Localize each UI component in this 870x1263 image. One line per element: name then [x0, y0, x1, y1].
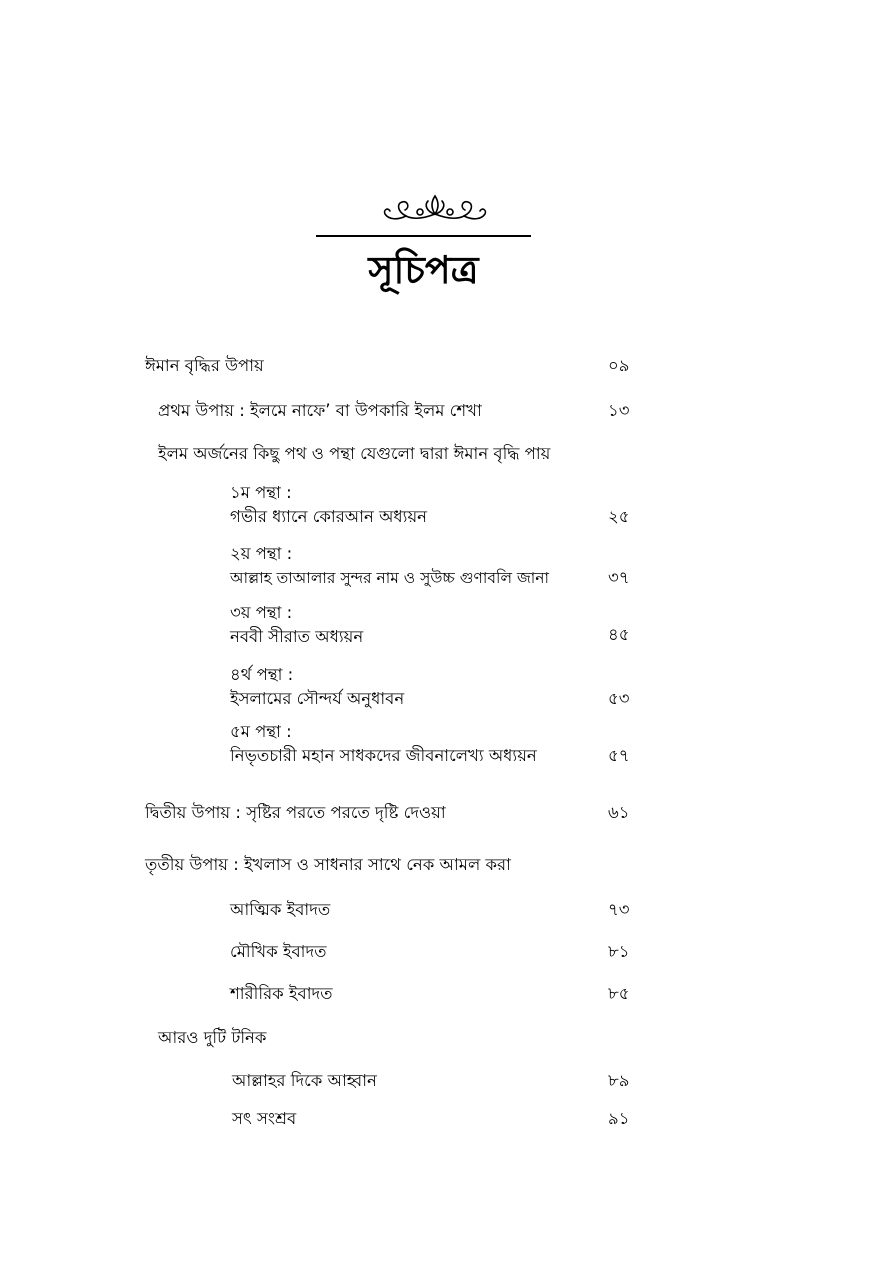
toc-entry-text: ইলম অর্জনের কিছু পথ ও পন্থা যেগুলো দ্বারা ঈমান বৃদ্ধি পায় — [158, 444, 551, 463]
toc-entry-text: আত্মিক ইবাদত — [230, 900, 331, 919]
toc-entry-text: আরও দুটি টনিক — [158, 1028, 267, 1047]
toc-entry-text: ইসলামের সৌন্দর্য অনুধাবন — [230, 689, 405, 708]
toc-page-number: ৬১ — [608, 803, 630, 822]
toc-entry-label: ৪র্থ পন্থা : — [230, 665, 294, 684]
toc-entry-label: ১ম পন্থা : — [230, 483, 292, 502]
toc-entry-text: আল্লাহ তাআলার সুন্দর নাম ও সুউচ্চ গুণাবলি জানা — [230, 569, 550, 587]
toc-page-number: ৮১ — [608, 942, 630, 961]
toc-page-number: ৭৩ — [608, 900, 630, 919]
toc-page-number: ৩৭ — [608, 568, 630, 587]
toc-entry-text: তৃতীয় উপায় : ইখলাস ও সাধনার সাথে নেক আমল করা — [145, 855, 511, 874]
toc-page-number: ২৫ — [608, 507, 630, 526]
toc-page-number: ৪৫ — [608, 625, 630, 644]
toc-entry-label: ২য় পন্থা : — [230, 544, 293, 563]
toc-page-number: ১৩ — [608, 401, 630, 420]
toc-entry-text: নিভৃতচারী মহান সাধকদের জীবনালেখ্য অধ্যয়ন — [230, 746, 537, 765]
toc-page-number: ৯১ — [608, 1109, 630, 1128]
page-title: সূচিপত্র — [368, 248, 479, 292]
toc-entry-text: দ্বিতীয় উপায় : সৃষ্টির পরতে পরতে দৃষ্টি দেওয়া — [145, 803, 446, 822]
toc-page-number: ০৯ — [608, 356, 630, 375]
toc-entry-text: মৌখিক ইবাদত — [230, 942, 327, 961]
toc-page-number: ৫৩ — [608, 689, 630, 708]
toc-entry-text: প্রথম উপায় : ইলমে নাফে’ বা উপকারি ইলম শেখা — [158, 401, 482, 420]
decorative-ornament-icon — [380, 192, 490, 228]
toc-entry-text: নববী সীরাত অধ্যয়ন — [230, 627, 364, 646]
title-rule — [316, 235, 531, 237]
toc-entry-label: ৩য় পন্থা : — [230, 603, 293, 622]
toc-entry-text: সৎ সংশ্রব — [232, 1109, 297, 1128]
toc-page-number: ৮৫ — [608, 984, 630, 1003]
toc-entry-text: ঈমান বৃদ্ধির উপায় — [145, 356, 264, 375]
toc-entry-text: আল্লাহর দিকে আহ্বান — [232, 1071, 377, 1090]
toc-entry-text: গভীর ধ্যানে কোরআন অধ্যয়ন — [230, 507, 428, 526]
toc-entry-text: শারীরিক ইবাদত — [230, 984, 333, 1003]
toc-entry-label: ৫ম পন্থা : — [230, 722, 292, 741]
toc-page-number: ৮৯ — [608, 1071, 630, 1090]
toc-page-number: ৫৭ — [608, 746, 630, 765]
